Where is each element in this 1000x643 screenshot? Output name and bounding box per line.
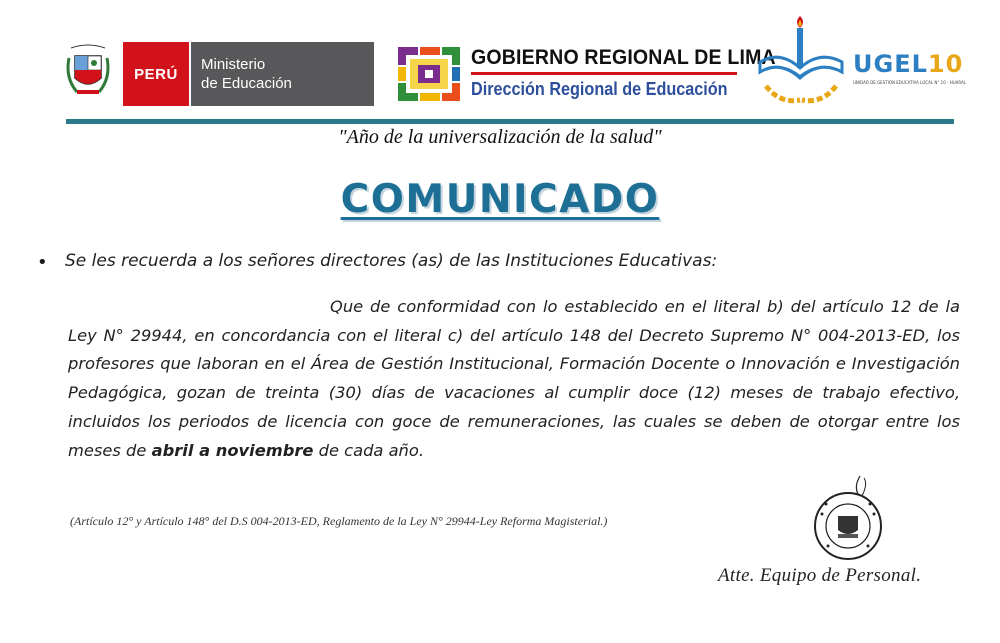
legal-reference: (Artículo 12° y Artículo 148° del D.S 004-2013-ED, Reglamento de la Ley N° 29944-Ley Reforma Magisterial.)	[70, 514, 608, 528]
peru-coat-of-arms-icon	[63, 44, 113, 102]
body-tail: de cada año.	[318, 440, 424, 460]
ministry-brand-box	[191, 42, 374, 106]
year-motto: "Año de la universalización de la salud"	[338, 126, 662, 148]
document-title: COMUNICADO	[340, 177, 660, 222]
ugel-personal-seal-icon	[808, 474, 894, 562]
body-paragraph	[68, 293, 960, 465]
header-divider	[66, 119, 954, 124]
gobierno-regional-lima-logo-icon	[394, 43, 464, 105]
ministry-line-2: de Educación	[201, 75, 292, 92]
ministry-line-1: Ministerio	[201, 56, 266, 73]
ugel-title	[853, 50, 963, 78]
ugel-name: UGEL	[853, 50, 928, 78]
ugel-book-torch-logo-icon	[756, 12, 846, 108]
ugel-subtitle: UNIDAD DE GESTIÓN EDUCATIVA LOCAL N° 10 - HUARAL	[853, 80, 966, 85]
peru-brand-box	[123, 42, 189, 106]
peru-label: PERÚ	[134, 65, 178, 83]
gore-underline	[471, 72, 737, 75]
body-text: Que de conformidad con lo establecido en el literal b) del artículo 12 de la Ley N° 29944, en concordancia con el literal c) del artículo 148 del Decreto Supremo N° 004-2013-ED, los profesores que laboran en el Área de Gestión Institucional, Formación Docente o Innovación e Investigación Pedagógica, gozan de treinta (30) días de vacaciones al cumplir doce (12) meses de trabajo efectivo, incluidos los periodos de licencia con goce de remuneraciones, las cuales se deben de otorgar entre los meses de	[68, 297, 960, 460]
direccion-regional-subtitle: Dirección Regional de Educación	[471, 79, 728, 99]
body-bold-months: abril a noviembre	[151, 440, 314, 460]
gobierno-regional-title: GOBIERNO REGIONAL DE LIMA	[471, 46, 776, 69]
signature-line: Atte. Equipo de Personal.	[718, 565, 922, 586]
ugel-number: 10	[927, 50, 964, 78]
bullet-icon: •	[37, 252, 48, 273]
intro-line: Se les recuerda a los señores directores (as) de las Instituciones Educativas:	[65, 251, 718, 271]
